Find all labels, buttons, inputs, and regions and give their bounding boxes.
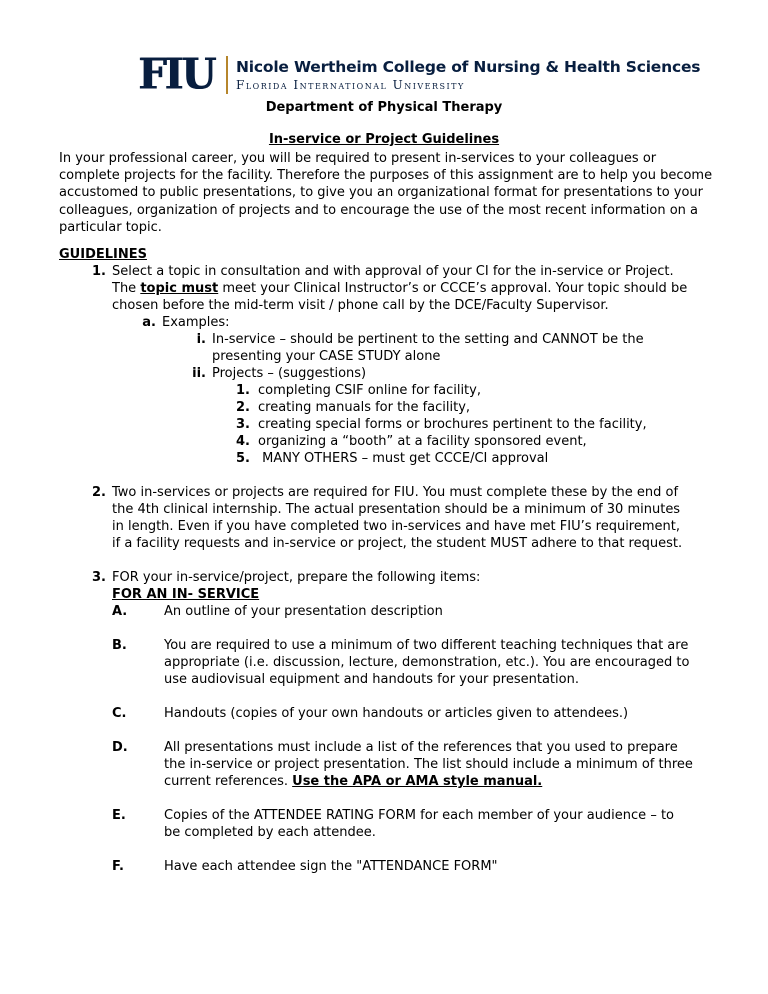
logo-divider xyxy=(226,56,228,94)
item-1a-i-line-2: presenting your CASE STUDY alone xyxy=(212,349,441,364)
project-2-number: 2. xyxy=(236,400,250,415)
item-3f-letter: F. xyxy=(112,859,124,874)
item-1a-i-numeral: i. xyxy=(196,332,206,347)
project-2-text: creating manuals for the facility, xyxy=(258,400,471,415)
intro-paragraph: In your professional career, you will be required to present in-services to your colleagues or complete projects for the facility. Therefore the purposes of this assignment are to help you become accustomed to public presentations, to give you an organizational format for presentations to your colleagues, organization of projects and to encourage the use of the most recent information on a particular topic. xyxy=(59,151,713,235)
item-1a-label: Examples: xyxy=(162,315,230,330)
project-5-text: MANY OTHERS – must get CCCE/CI approval xyxy=(258,451,549,466)
item-1a-ii-label: Projects – (suggestions) xyxy=(212,366,367,381)
item-3b-line-1: You are required to use a minimum of two different teaching techniques that are xyxy=(164,638,689,653)
item-1-line-3: chosen before the mid-term visit / phone call by the DCE/Faculty Supervisor. xyxy=(112,298,609,313)
topic-must-emphasis: topic must xyxy=(140,281,219,296)
item-2-line-1: Two in-services or projects are required for FIU. You must complete these by the end of xyxy=(112,485,679,500)
item-2-line-4: if a facility requests and in-service or project, the student MUST adhere to that request. xyxy=(112,536,683,551)
item-1a-ii-numeral: ii. xyxy=(192,366,206,381)
item-3d-line-3: current references. Use the APA or AMA style manual. xyxy=(164,774,543,789)
item-3c-line-1: Handouts (copies of your own handouts or articles given to attendees.) xyxy=(164,706,629,721)
item-3b-line-2: appropriate (i.e. discussion, lecture, demonstration, etc.). You are encouraged to xyxy=(164,655,690,670)
item-3d-line-2: the in-service or project presentation. The list should include a minimum of three xyxy=(164,757,693,772)
item-1-number: 1. xyxy=(92,264,106,279)
department-name: Department of Physical Therapy xyxy=(265,100,503,115)
in-service-subheading: FOR AN IN- SERVICE xyxy=(112,587,260,602)
item-3e-line-1: Copies of the ATTENDEE RATING FORM for each member of your audience – to xyxy=(164,808,674,823)
item-1-line-2: The topic must meet your Clinical Instructor’s or CCCE’s approval. Your topic should be xyxy=(112,281,688,296)
style-manual-emphasis: Use the APA or AMA style manual. xyxy=(292,774,543,789)
guidelines-heading: GUIDELINES xyxy=(59,247,147,262)
university-name: Florida International University xyxy=(236,77,465,92)
document-title: In-service or Project Guidelines xyxy=(268,132,500,147)
fiu-logo xyxy=(138,49,701,100)
item-3e-line-2: be completed by each attendee. xyxy=(164,825,376,840)
item-3e-letter: E. xyxy=(112,808,126,823)
item-1-line-1: Select a topic in consultation and with approval of your CI for the in-service or Project. xyxy=(112,264,674,279)
item-2-line-3: in length. Even if you have completed two in-services and have met FIU’s requirement, xyxy=(112,519,680,534)
item-3b-letter: B. xyxy=(112,638,127,653)
project-3-text: creating special forms or brochures pertinent to the facility, xyxy=(258,417,647,432)
item-2-number: 2. xyxy=(92,485,106,500)
project-1-text: completing CSIF online for facility, xyxy=(258,383,481,398)
project-5-number: 5. xyxy=(236,451,250,466)
item-1a-letter: a. xyxy=(142,315,156,330)
item-3-text: FOR your in-service/project, prepare the following items: xyxy=(112,570,481,585)
item-3-number: 3. xyxy=(92,570,106,585)
item-2-line-2: the 4th clinical internship. The actual presentation should be a minimum of 30 minutes xyxy=(112,502,681,517)
item-3d-line-1: All presentations must include a list of the references that you used to prepare xyxy=(164,740,678,755)
item-3b-line-3: use audiovisual equipment and handouts for your presentation. xyxy=(164,672,579,687)
project-4-text: organizing a “booth” at a facility sponsored event, xyxy=(258,434,587,449)
project-1-number: 1. xyxy=(236,383,250,398)
item-1a-i-line-1: In-service – should be pertinent to the setting and CANNOT be the xyxy=(212,332,644,347)
fiu-logo-mark: FIU xyxy=(138,49,214,100)
item-3a-letter: A. xyxy=(112,604,128,619)
college-name: Nicole Wertheim College of Nursing & Health Sciences xyxy=(236,57,701,76)
item-3d-letter: D. xyxy=(112,740,128,755)
item-3a-line-1: An outline of your presentation description xyxy=(164,604,443,619)
item-3f-line-1: Have each attendee sign the "ATTENDANCE FORM" xyxy=(164,859,498,874)
project-4-number: 4. xyxy=(236,434,250,449)
project-3-number: 3. xyxy=(236,417,250,432)
item-3c-letter: C. xyxy=(112,706,127,721)
